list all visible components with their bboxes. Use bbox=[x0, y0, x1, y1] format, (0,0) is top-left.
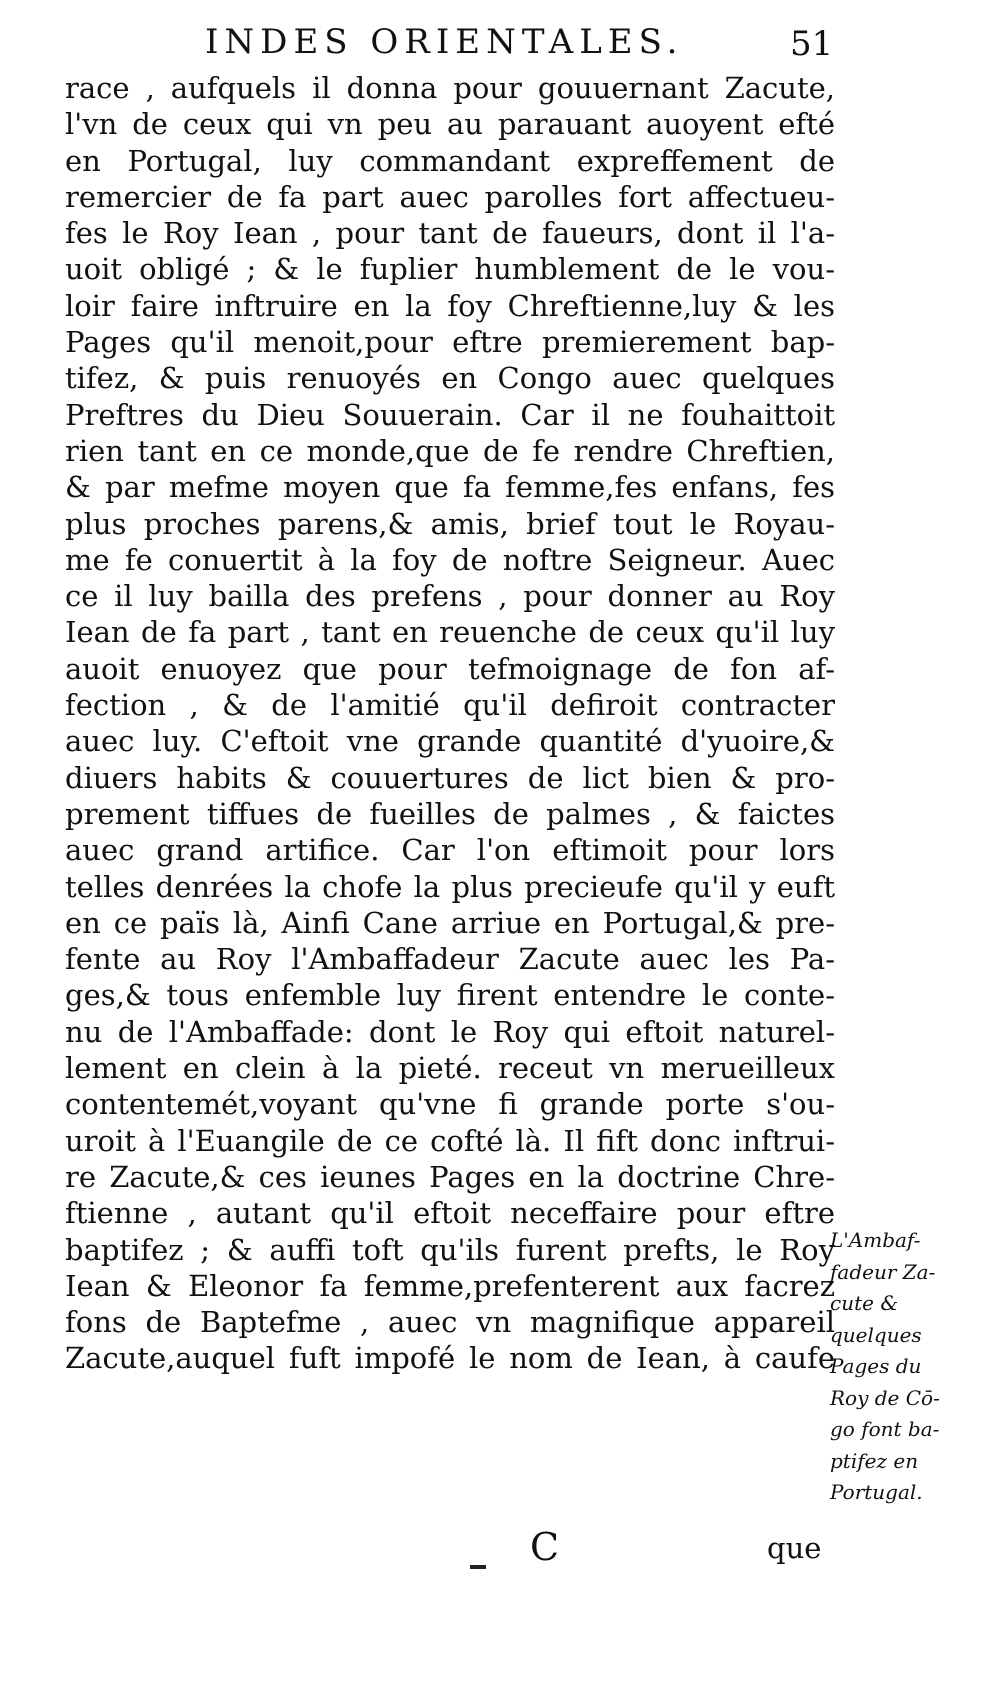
margin-note-line: Pages du bbox=[830, 1354, 922, 1378]
text-line: Pages qu'il menoit,pour eftre premierement bap- bbox=[65, 325, 835, 360]
margin-note bbox=[830, 1225, 960, 1509]
text-line: & par mefme moyen que fa femme,fes enfans, fes bbox=[65, 470, 835, 505]
margin-note-line: cute & bbox=[830, 1291, 899, 1315]
text-line: auec grand artifice. Car l'on eftimoit pour lors bbox=[65, 833, 835, 868]
text-line: nu de l'Ambaffade: dont le Roy qui eftoit naturel- bbox=[65, 1014, 835, 1049]
text-line: baptifez ; & auffi toft qu'ils furent prefts, le Roy bbox=[65, 1232, 835, 1267]
text-line: race , aufquels il donna pour gouuernant Zacute, bbox=[65, 71, 835, 105]
text-line: ftienne , autant qu'il eftoit neceffaire pour eftre bbox=[65, 1196, 835, 1231]
text-line: l'vn de ceux qui vn peu au parauant auoyent efté bbox=[65, 107, 835, 142]
text-line: me fe conuertit à la foy de noftre Seigneur. Auec bbox=[65, 542, 835, 577]
text-line: en ce païs là, Ainfi Cane arriue en Portugal,& pre- bbox=[65, 905, 835, 940]
text-line: uoit obligé ; & le fuplier humblement de le vou- bbox=[65, 252, 835, 287]
margin-note-line: go font ba- bbox=[830, 1417, 940, 1441]
text-line: auoit enuoyez que pour tefmoignage de fon af- bbox=[65, 651, 835, 686]
text-line: Preftres du Dieu Souuerain. Car il ne fouhaittoit bbox=[65, 397, 835, 432]
margin-note-line: Roy de Cō- bbox=[830, 1385, 940, 1410]
text-line: lement en clein à la pieté. receut vn merueilleux bbox=[65, 1051, 835, 1086]
body-text bbox=[65, 70, 835, 1377]
text-line: fection , & de l'amitié qu'il defiroit contracter bbox=[65, 688, 835, 723]
text-line: loir faire inftruire en la foy Chreftienne,luy & les bbox=[65, 288, 835, 323]
signature-mark: C bbox=[530, 1525, 560, 1569]
text-line: auec luy. C'eftoit vne grande quantité d'yuoire,& bbox=[65, 724, 835, 759]
margin-note-line: quelques bbox=[830, 1322, 922, 1347]
running-head: INDES ORIENTALES. bbox=[205, 22, 684, 62]
text-line: contentemét,voyant qu'vne fi grande porte s'ou- bbox=[65, 1087, 835, 1122]
text-line: fente au Roy l'Ambaffadeur Zacute auec les Pa- bbox=[65, 942, 835, 977]
text-line: fons de Baptefme , auec vn magnifique appareil bbox=[65, 1305, 835, 1340]
text-line: rien tant en ce monde,que de fe rendre Chreftien, bbox=[65, 433, 835, 468]
text-line: ges,& tous enfemble luy firent entendre le conte- bbox=[65, 978, 835, 1013]
text-line: remercier de fa part auec parolles fort affectueu- bbox=[65, 179, 835, 214]
text-line: re Zacute,& ces ieunes Pages en la doctrine Chre- bbox=[65, 1159, 835, 1194]
margin-note-line: fadeur Za- bbox=[830, 1259, 936, 1284]
text-line: Zacute,auquel fuft impofé le nom de Iean, à caufe bbox=[65, 1341, 835, 1376]
text-line: diuers habits & couuertures de lict bien & pro- bbox=[65, 760, 835, 795]
text-line: Iean de fa part , tant en reuenche de ceux qu'il luy bbox=[65, 615, 835, 650]
margin-note-line: Portugal. bbox=[830, 1480, 923, 1504]
text-line: tifez, & puis renuoyés en Congo auec quelques bbox=[65, 361, 835, 396]
printer-dash-mark bbox=[470, 1565, 486, 1569]
margin-note-line: ptifez en bbox=[830, 1448, 919, 1473]
text-line: Iean & Eleonor fa femme,prefenterent aux facrez bbox=[65, 1268, 835, 1303]
text-line: fes le Roy Iean , pour tant de faueurs, dont il l'a- bbox=[65, 216, 835, 251]
text-line: telles denrées la chofe la plus precieufe qu'il y euft bbox=[65, 869, 835, 904]
margin-note-line: L'Ambaf- bbox=[830, 1228, 921, 1252]
text-line: plus proches parens,& amis, brief tout le Royau- bbox=[65, 506, 835, 541]
text-line: en Portugal, luy commandant expreffement de bbox=[65, 143, 835, 178]
text-line: ce il luy bailla des prefens , pour donner au Roy bbox=[65, 579, 835, 614]
text-line: prement tiffues de fueilles de palmes , & faictes bbox=[65, 796, 835, 831]
catchword: que bbox=[767, 1531, 822, 1565]
text-line: uroit à l'Euangile de ce cofté là. Il fift donc inftrui- bbox=[65, 1123, 835, 1158]
page-number: 51 bbox=[790, 24, 834, 64]
